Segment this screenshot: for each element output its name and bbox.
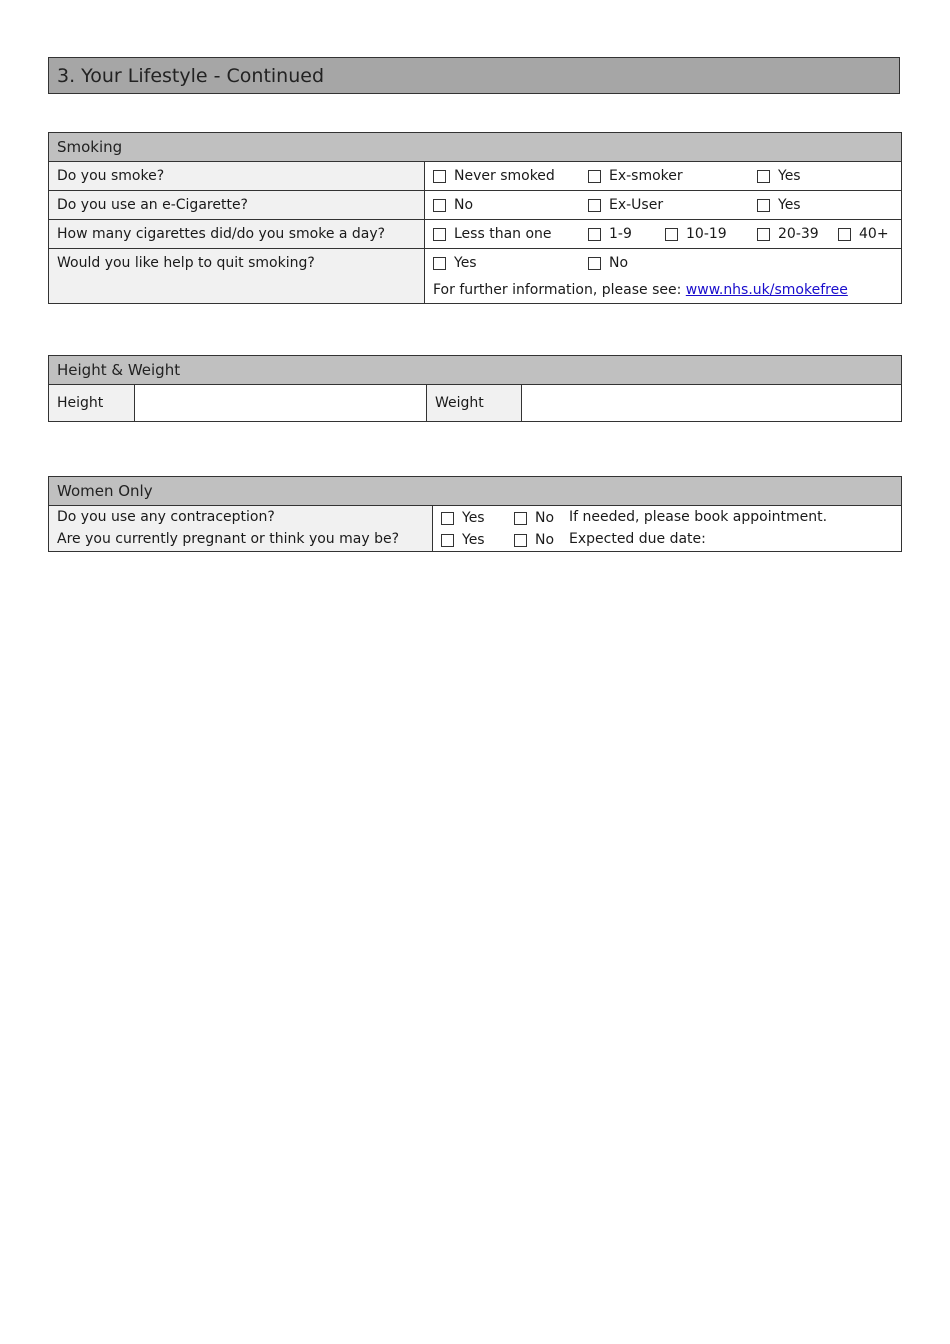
checkbox[interactable] [433, 228, 446, 241]
weight-input[interactable] [522, 385, 901, 421]
women-only-heading: Women Only [49, 477, 901, 506]
due-date-label: Expected due date: [569, 531, 706, 547]
option-label: Less than one [454, 226, 552, 242]
option-label: 10-19 [686, 226, 727, 242]
cig-1-9-option[interactable] [588, 226, 632, 242]
ecig-question: Do you use an e-Cigarette? [49, 191, 425, 219]
checkbox[interactable] [588, 199, 601, 212]
option-label: No [535, 532, 555, 548]
women-questions [49, 506, 433, 551]
further-info [433, 282, 848, 298]
smoke-question: Do you smoke? [49, 162, 425, 190]
checkbox[interactable] [441, 512, 454, 525]
option-label: Yes [462, 510, 485, 526]
checkbox[interactable] [514, 534, 527, 547]
option-label: Yes [778, 197, 801, 213]
pregnancy-question: Are you currently pregnant or think you may be? [57, 531, 400, 547]
option-label: No [609, 255, 629, 271]
pregnant-no-option[interactable] [514, 532, 554, 548]
smoking-heading: Smoking [49, 133, 901, 162]
checkbox[interactable] [757, 170, 770, 183]
checkbox[interactable] [441, 534, 454, 547]
option-label: Never smoked [454, 168, 555, 184]
contraception-no-option[interactable] [514, 510, 554, 526]
ecig-ex-option[interactable] [588, 197, 663, 213]
height-weight-heading: Height & Weight [49, 356, 901, 385]
option-label: Yes [454, 255, 477, 271]
option-label: 20-39 [778, 226, 819, 242]
smokefree-link[interactable]: www.nhs.uk/smokefree [685, 282, 848, 298]
option-label: 40+ [859, 226, 889, 242]
contraception-note: If needed, please book appointment. [569, 509, 828, 525]
smoke-ex-option[interactable] [588, 168, 683, 184]
smoke-never-option[interactable] [433, 168, 555, 184]
cig-20-39-option[interactable] [757, 226, 819, 242]
cig-less-option[interactable] [433, 226, 552, 242]
checkbox[interactable] [588, 228, 601, 241]
smoke-yes-option[interactable] [757, 168, 801, 184]
ecig-row [49, 191, 901, 220]
quit-question: Would you like help to quit smoking? [49, 249, 425, 303]
option-label: Yes [462, 532, 485, 548]
checkbox[interactable] [433, 257, 446, 270]
checkbox[interactable] [757, 228, 770, 241]
checkbox[interactable] [588, 170, 601, 183]
checkbox[interactable] [433, 170, 446, 183]
women-row [49, 506, 901, 551]
weight-label: Weight [427, 385, 522, 421]
option-label: No [454, 197, 474, 213]
smoking-section [48, 132, 902, 304]
contraception-question: Do you use any contraception? [57, 509, 275, 525]
checkbox[interactable] [514, 512, 527, 525]
option-label: No [535, 510, 555, 526]
quit-row [49, 249, 901, 303]
checkbox[interactable] [757, 199, 770, 212]
cig-40-plus-option[interactable] [838, 226, 889, 242]
cigarettes-question: How many cigarettes did/do you smoke a day? [49, 220, 425, 248]
checkbox[interactable] [433, 199, 446, 212]
quit-no-option[interactable] [588, 255, 628, 271]
ecig-no-option[interactable] [433, 197, 473, 213]
smoke-row [49, 162, 901, 191]
checkbox[interactable] [665, 228, 678, 241]
option-label: Ex-smoker [609, 168, 683, 184]
cigarettes-row [49, 220, 901, 249]
quit-yes-option[interactable] [433, 255, 477, 271]
pregnant-yes-option[interactable] [441, 532, 485, 548]
height-weight-row [49, 385, 901, 421]
height-weight-section [48, 355, 902, 422]
checkbox[interactable] [838, 228, 851, 241]
ecig-yes-option[interactable] [757, 197, 801, 213]
further-info-text: For further information, please see: [433, 282, 682, 298]
cig-10-19-option[interactable] [665, 226, 727, 242]
option-label: Ex-User [609, 197, 664, 213]
option-label: Yes [778, 168, 801, 184]
page-title: 3. Your Lifestyle - Continued [48, 57, 900, 94]
checkbox[interactable] [588, 257, 601, 270]
height-input[interactable] [135, 385, 427, 421]
contraception-yes-option[interactable] [441, 510, 485, 526]
height-label: Height [49, 385, 135, 421]
women-only-section [48, 476, 902, 552]
option-label: 1-9 [609, 226, 632, 242]
